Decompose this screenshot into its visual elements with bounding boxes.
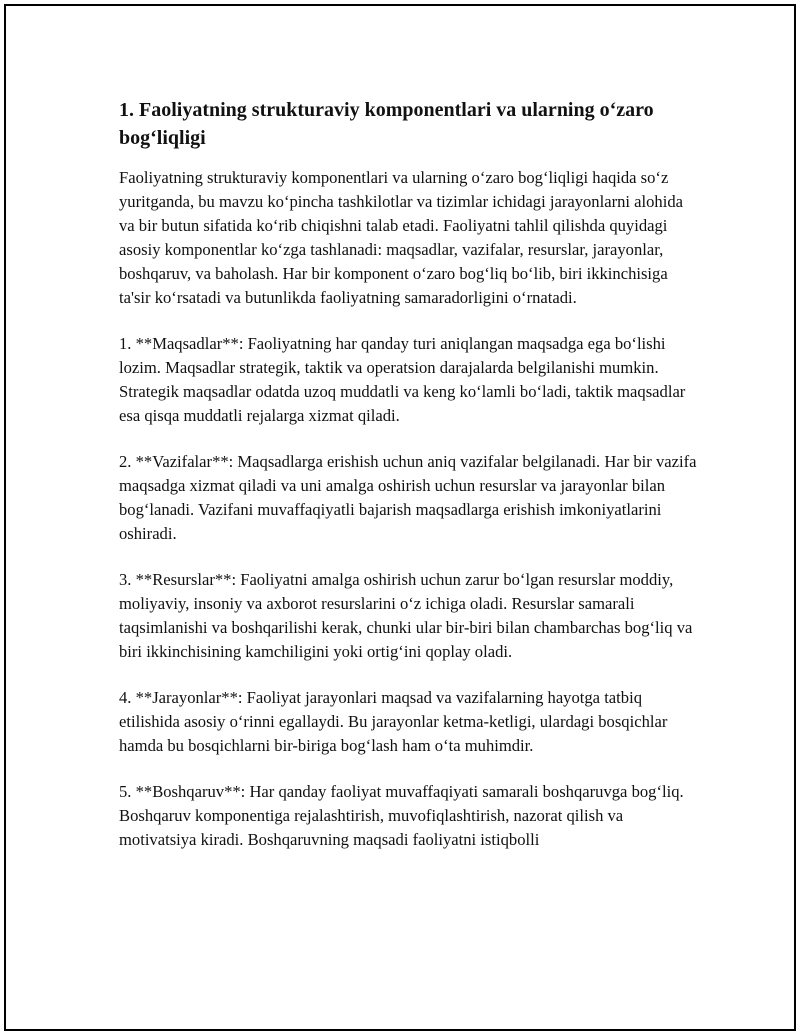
paragraph-boshqaruv: 5. **Boshqaruv**: Har qanday faoliyat muvaffaqiyati samarali boshqaruvga bog‘liq. Boshqaruv komponentiga rejalashtirish, muvofiqlashtirish, nazorat qilish va motivatsiya kiradi. Boshqaruvning maqsadi faoliyatni istiqbolli <box>119 782 684 849</box>
section-heading: 1. Faoliyatning strukturaviy komponentlari va ularning o‘zaro bog‘liqligi <box>119 99 654 149</box>
paragraph-resurslar: 3. **Resurslar**: Faoliyatni amalga oshirish uchun zarur bo‘lgan resurslar moddiy, moliyaviy, insoniy va axborot resurslarini o‘z ichiga oladi. Resurslar samarali taqsimlanishi va boshqarilishi kerak, chunki ular bir-biri bilan chambarchas bog‘liq va biri ikkinchisining kamchiligini yoki ortig‘ini qoplay oladi. <box>119 570 693 661</box>
paragraph-maqsadlar: 1. **Maqsadlar**: Faoliyatning har qanday turi aniqlangan maqsadga ega bo‘lishi lozim. Maqsadlar strategik, taktik va operatsion darajalarda belgilanishi mumkin. Strategik maqsadlar odatda uzoq muddatli va keng ko‘lamli bo‘ladi, taktik maqsadlar esa qisqa muddatli rejalarga xizmat qiladi. <box>119 334 686 425</box>
document-page <box>4 4 796 1031</box>
paragraph-vazifalar: 2. **Vazifalar**: Maqsadlarga erishish uchun aniq vazifalar belgilanadi. Har bir vazifa maqsadga xizmat qiladi va uni amalga oshirish uchun resurslar va jarayonlar bilan bog‘lanadi. Vazifani muvaffaqiyatli bajarish maqsadlarga erishish imkoniyatlarini oshiradi. <box>119 452 697 543</box>
intro-paragraph: Faoliyatning strukturaviy komponentlari va ularning o‘zaro bog‘liqligi haqida so‘z yuritganda, bu mavzu ko‘pincha tashkilotlar va tizimlar ichidagi jarayonlarni alohida va bir butun sifatida ko‘rib chiqishni talab etadi. Faoliyatni tahlil qilishda quyidagi asosiy komponentlar ko‘zga tashlanadi: maqsadlar, vazifalar, resurslar, jarayonlar, boshqaruv, va baholash. Har bir komponent o‘zaro bog‘liq bo‘lib, biri ikkinchisiga ta'sir ko‘rsatadi va butunlikda faoliyatning samaradorligini o‘rnatadi. <box>119 168 684 307</box>
paragraph-jarayonlar: 4. **Jarayonlar**: Faoliyat jarayonlari maqsad va vazifalarning hayotga tatbiq etilishida asosiy o‘rinni egallaydi. Bu jarayonlar ketma-ketligi, ulardagi bosqichlar hamda bu bosqichlarni bir-biriga bog‘lash ham o‘ta muhimdir. <box>119 688 668 755</box>
document-body <box>119 96 699 874</box>
